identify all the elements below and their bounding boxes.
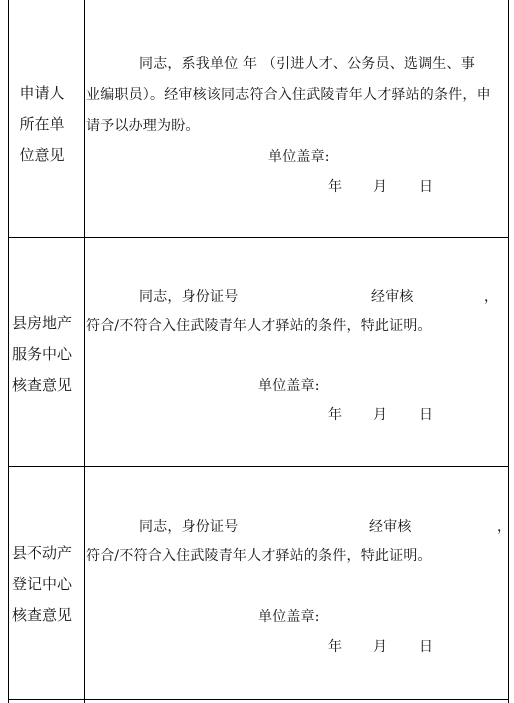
section3-text-line1b: 经审核 xyxy=(369,519,412,535)
section2-date-month: 月 xyxy=(373,407,388,423)
section2-text-line2: 符合/不符合入住武陵青年人才驿站的条件，特此证明。 xyxy=(86,318,432,334)
section2-date-day: 日 xyxy=(419,407,434,423)
border-divider xyxy=(84,0,85,703)
section2-label-line: 服务中心 xyxy=(11,345,72,363)
section2-label xyxy=(0,308,84,401)
section1-text-line3: 请予以办理为盼。 xyxy=(86,118,200,134)
section1-date-month: 月 xyxy=(373,179,388,195)
section1-text-line1: 同志，系我单位 年 （引进人才、公务员、选调生、事 xyxy=(139,56,475,72)
section2-seal-label: 单位盖章: xyxy=(258,378,320,394)
section2-text-line1c: ， xyxy=(484,289,499,305)
border-right xyxy=(508,0,509,703)
section3-date-day: 日 xyxy=(419,639,434,655)
section3-label xyxy=(0,538,84,631)
section2-label-line: 核查意见 xyxy=(11,376,72,394)
section1-date-year: 年 xyxy=(328,179,343,195)
border-bottom xyxy=(8,699,509,700)
section3-label-line: 核查意见 xyxy=(11,606,72,624)
section3-text-line2: 符合/不符合入住武陵青年人才驿站的条件，特此证明。 xyxy=(86,548,432,564)
section1-text-line2: 业编职员）。经审核该同志符合入住武陵青年人才驿站的条件，申 xyxy=(86,87,491,103)
section2-date-year: 年 xyxy=(328,407,343,423)
section3-date-month: 月 xyxy=(373,639,388,655)
section3-seal-label: 单位盖章: xyxy=(258,609,320,625)
section3-label-line: 登记中心 xyxy=(11,575,72,593)
section1-label-line: 申请人 xyxy=(19,84,65,102)
section2-text-line1b: 经审核 xyxy=(371,289,414,305)
section1-seal-label: 单位盖章: xyxy=(268,149,330,165)
section3-text-line1c: ， xyxy=(497,519,512,535)
row-divider-2 xyxy=(8,466,509,467)
section1-label-line: 所在单 xyxy=(19,115,65,133)
section3-label-line: 县不动产 xyxy=(11,544,72,562)
section3-date-year: 年 xyxy=(328,639,343,655)
section1-label xyxy=(0,78,84,171)
section3-text-line1a: 同志，身份证号 xyxy=(139,519,239,535)
row-divider-1 xyxy=(8,237,509,238)
section2-label-line: 县房地产 xyxy=(11,314,72,332)
section1-label-line: 位意见 xyxy=(19,146,65,164)
section1-date-day: 日 xyxy=(419,179,434,195)
section2-text-line1a: 同志，身份证号 xyxy=(139,289,239,305)
